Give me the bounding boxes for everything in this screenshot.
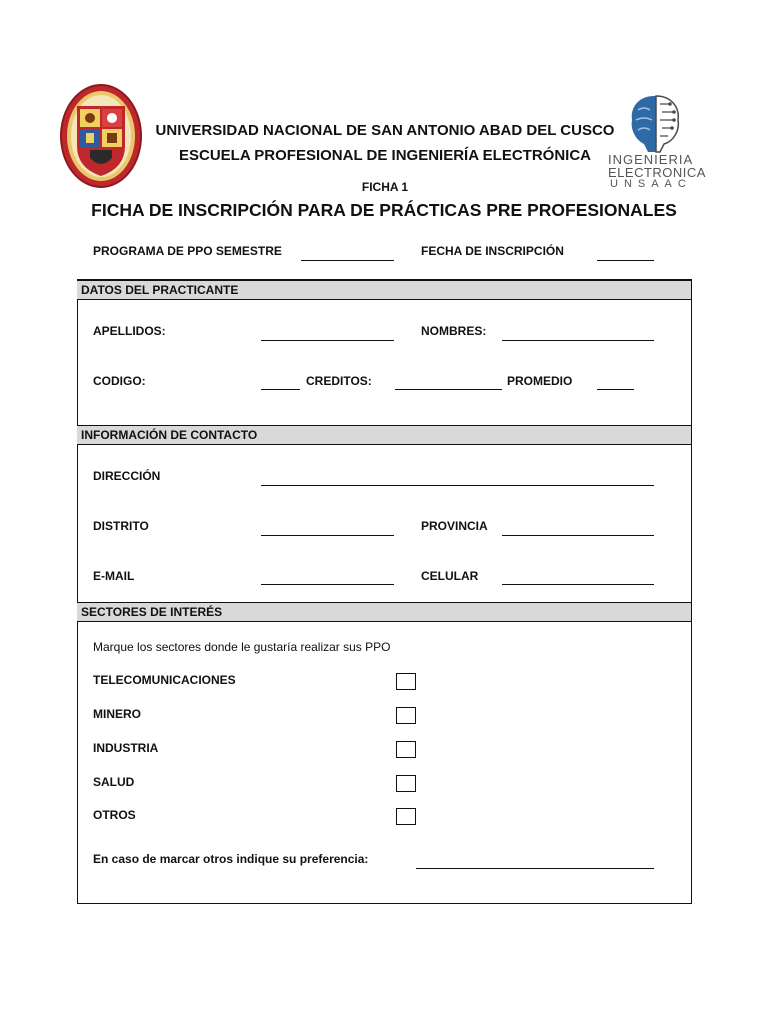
salud-checkbox[interactable] bbox=[396, 775, 416, 792]
option-label-minero: MINERO bbox=[93, 707, 141, 721]
school-name: ESCUELA PROFESIONAL DE INGENIERÍA ELECTRÓNICA bbox=[179, 147, 591, 164]
celular-label: CELULAR bbox=[421, 569, 479, 583]
industria-checkbox[interactable] bbox=[396, 741, 416, 758]
otros-preferencia-field[interactable] bbox=[416, 868, 654, 869]
email-label: E-MAIL bbox=[93, 569, 135, 583]
promedio-field[interactable] bbox=[597, 389, 634, 390]
section-title: DATOS DEL PRACTICANTE bbox=[81, 283, 239, 297]
creditos-label: CREDITOS: bbox=[306, 374, 372, 388]
logo-text-electronica: ELECTRONICA bbox=[608, 165, 706, 180]
codigo-label: CODIGO: bbox=[93, 374, 146, 388]
ingenieria-electronica-brain-logo bbox=[626, 92, 682, 154]
nombres-field[interactable] bbox=[502, 340, 654, 341]
otros-checkbox[interactable] bbox=[396, 808, 416, 825]
logo-text-unsaac: UNSAAC bbox=[610, 178, 692, 190]
programa-field[interactable] bbox=[301, 260, 394, 261]
section-title: INFORMACIÓN DE CONTACTO bbox=[81, 428, 258, 442]
promedio-label: PROMEDIO bbox=[507, 374, 573, 388]
otros-preferencia-label: En caso de marcar otros indique su preferencia: bbox=[93, 852, 369, 866]
section-title: SECTORES DE INTERÉS bbox=[81, 605, 223, 619]
option-label-telecomunicaciones: TELECOMUNICACIONES bbox=[93, 673, 236, 687]
minero-checkbox[interactable] bbox=[396, 707, 416, 724]
direccion-label: DIRECCIÓN bbox=[93, 469, 161, 483]
direccion-field[interactable] bbox=[261, 485, 654, 486]
option-label-salud: SALUD bbox=[93, 775, 135, 789]
form-number: FICHA 1 bbox=[361, 180, 409, 194]
nombres-label: NOMBRES: bbox=[421, 324, 487, 338]
university-name: UNIVERSIDAD NACIONAL DE SAN ANTONIO ABAD DEL CUSCO bbox=[155, 122, 615, 139]
codigo-field[interactable] bbox=[261, 389, 300, 390]
section-header-practicante bbox=[77, 280, 691, 300]
creditos-field[interactable] bbox=[395, 389, 502, 390]
university-seal-logo bbox=[60, 84, 142, 188]
celular-field[interactable] bbox=[502, 584, 654, 585]
telecomunicaciones-checkbox[interactable] bbox=[396, 673, 416, 690]
section-header-contacto bbox=[77, 425, 691, 445]
email-field[interactable] bbox=[261, 584, 394, 585]
provincia-label: PROVINCIA bbox=[421, 519, 488, 533]
option-label-otros: OTROS bbox=[93, 808, 136, 822]
provincia-field[interactable] bbox=[502, 535, 654, 536]
distrito-field[interactable] bbox=[261, 535, 394, 536]
apellidos-field[interactable] bbox=[261, 340, 394, 341]
programa-label: PROGRAMA DE PPO SEMESTRE bbox=[93, 244, 282, 258]
logo-text-ingenieria: INGENIERIA bbox=[608, 152, 694, 167]
fecha-field[interactable] bbox=[597, 260, 654, 261]
form-title: FICHA DE INSCRIPCIÓN PARA DE PRÁCTICAS PRE PROFESIONALES bbox=[91, 200, 677, 220]
sectores-instruction: Marque los sectores donde le gustaría realizar sus PPO bbox=[93, 640, 391, 654]
apellidos-label: APELLIDOS: bbox=[93, 324, 166, 338]
section-header-sectores bbox=[77, 602, 691, 622]
fecha-label: FECHA DE INSCRIPCIÓN bbox=[421, 244, 564, 258]
form-frame bbox=[77, 279, 692, 904]
option-label-industria: INDUSTRIA bbox=[93, 741, 159, 755]
distrito-label: DISTRITO bbox=[93, 519, 149, 533]
